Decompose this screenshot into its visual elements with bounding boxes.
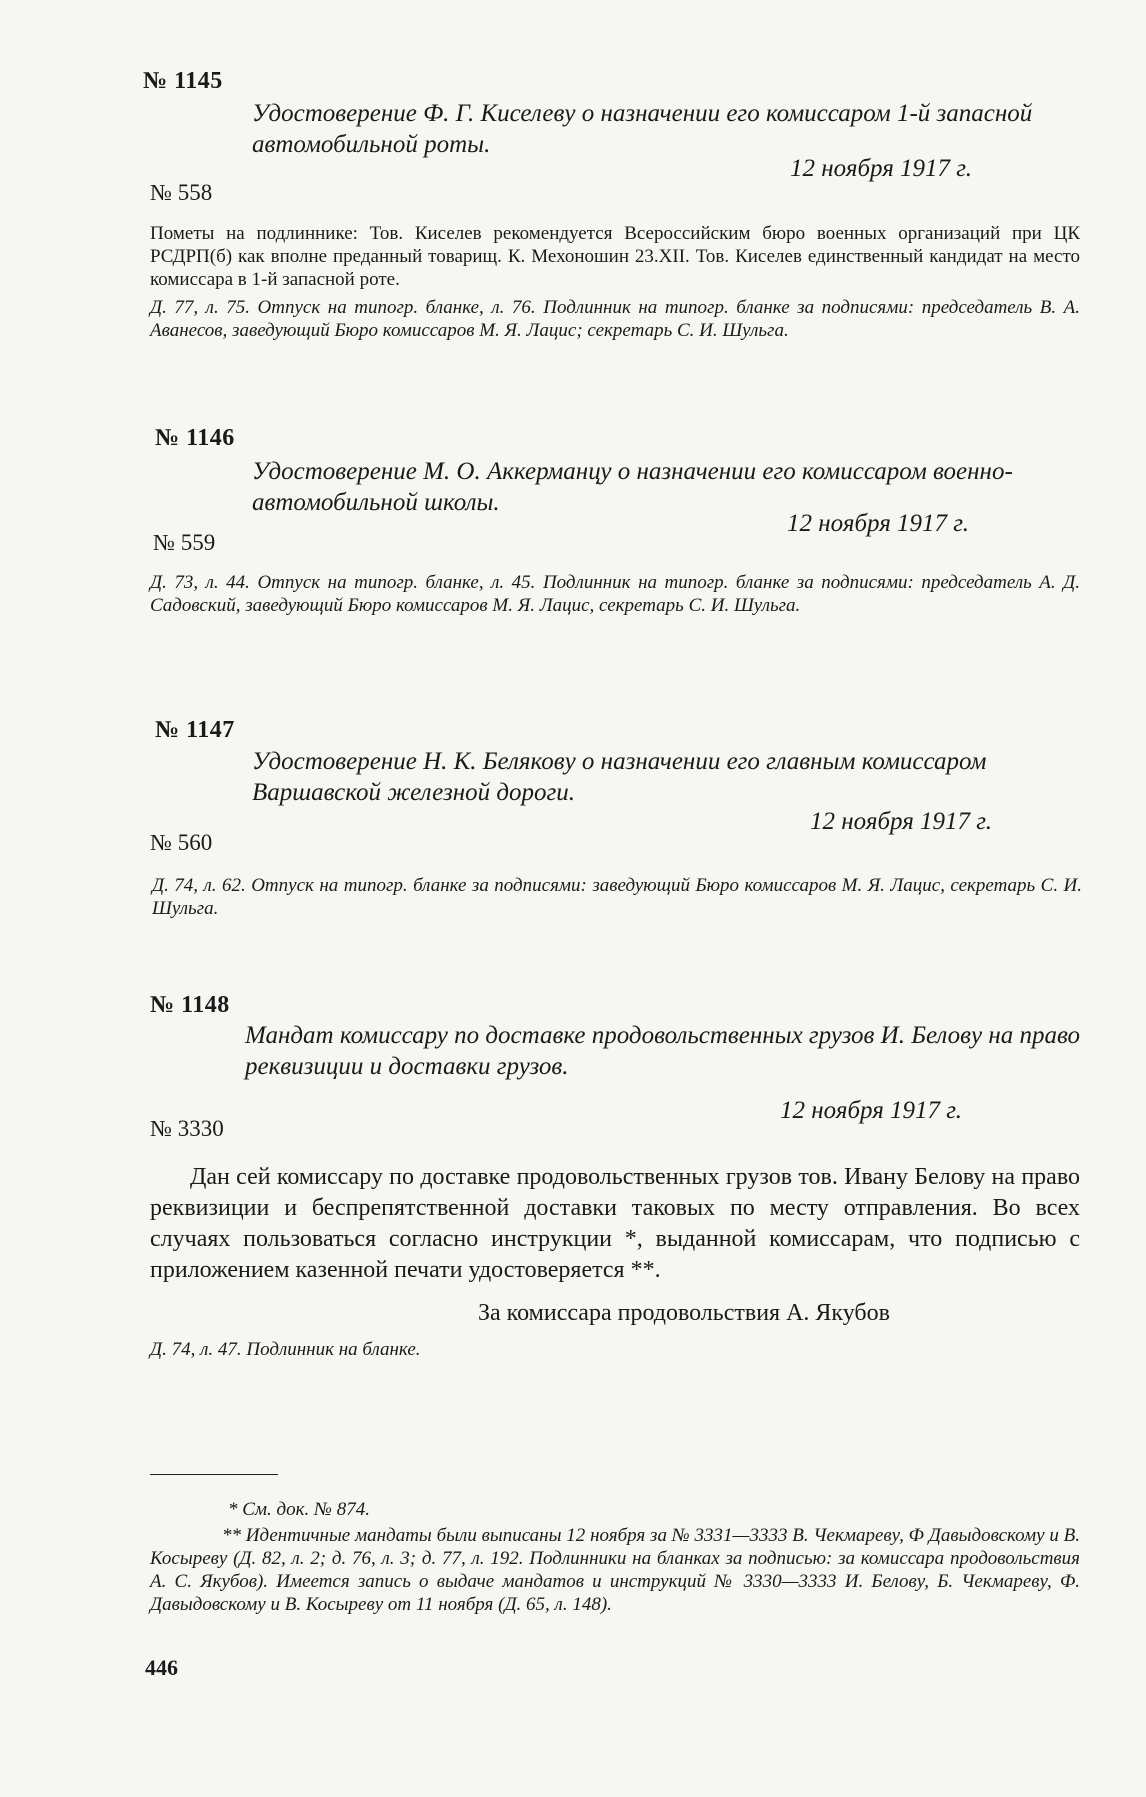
doc-archive: Д. 73, л. 44. Отпуск на типогр. бланке, л. 45. Подлинник на типогр. бланке за подписями: председатель А. Д. Садовский, заведующий Бюро комиссаров М. Я. Лацис, секретарь С. И. Шульга. (150, 572, 1080, 616)
footnote-2: ** Идентичные мандаты были выписаны 12 ноября за № 3331—3333 В. Чекмареву, Ф Давыдовскому и В. Косыреву (Д. 82, л. 2; д. 76, л. 3; д. 77, л. 192. Подлинники на бланках за подписью: за комиссара продовольствия А. С. Якубов). Имеется запись о выдаче мандатов и инструкций № 3330—3333 И. Белову, Б. Чекмареву, Ф. Давыдовскому и В. Косыреву от 11 ноября (Д. 65, л. 148). (150, 1525, 1080, 1615)
doc-number: № 1148 (150, 992, 230, 1018)
doc-subnumber: № 558 (150, 180, 213, 205)
doc-body: Дан сей комиссару по доставке продовольственных грузов тов. Ивану Белову на право реквизиции и беспрепятственной доставки таковых по месту отправления. Во всех случаях пользоваться согласно инструкции *, выданной комиссарам, что подписью с приложением казенной печати удостоверяется **. (150, 1164, 1080, 1283)
doc-date: 12 ноября 1917 г. (790, 155, 972, 182)
doc-title: Удостоверение Ф. Г. Киселеву о назначении его комиссаром 1-й запасной автомобильной роты. (252, 100, 1033, 158)
doc-archive: Д. 74, л. 47. Подлинник на бланке. (150, 1339, 421, 1360)
doc-date: 12 ноября 1917 г. (810, 808, 992, 835)
doc-date: 12 ноября 1917 г. (780, 1097, 962, 1124)
doc-archive: Д. 74, л. 62. Отпуск на типогр. бланке за подписями: заведующий Бюро комиссаров М. Я. Лацис, секретарь С. И. Шульга. (152, 875, 1082, 919)
doc-date: 12 ноября 1917 г. (787, 510, 969, 537)
footnote-rule (150, 1474, 278, 1475)
doc-number: № 1147 (155, 717, 235, 743)
doc-signature: За комиссара продовольствия А. Якубов (478, 1300, 890, 1326)
doc-number: № 1145 (143, 68, 223, 94)
doc-subnumber: № 559 (153, 530, 216, 555)
footnote-1: * См. док. № 874. (228, 1499, 370, 1520)
doc-title: Удостоверение М. О. Аккерманцу о назначении его комиссаром военно-автомобильной школы. (252, 458, 1013, 516)
doc-subnumber: № 560 (150, 830, 213, 855)
doc-archive: Д. 77, л. 75. Отпуск на типогр. бланке, л. 76. Подлинник на типогр. бланке за подписями: председатель В. А. Аванесов, заведующий Бюро комиссаров М. Я. Лацис; секретарь С. И. Шульга. (150, 297, 1080, 341)
doc-title: Удостоверение Н. К. Белякову о назначении его главным комиссаром Варшавской железной дороги. (252, 748, 987, 806)
doc-number: № 1146 (155, 425, 235, 451)
doc-subnumber: № 3330 (150, 1116, 224, 1141)
doc-title: Мандат комиссару по доставке продовольственных грузов И. Белову на право реквизиции и доставки грузов. (245, 1022, 1080, 1080)
doc-notes: Пометы на подлиннике: Тов. Киселев рекомендуется Всероссийским бюро военных организаций при ЦК РСДРП(б) как вполне преданный товарищ. К. Мехоношин 23.XII. Тов. Киселев единственный кандидат на место комиссара в 1-й запасной роте. (150, 223, 1080, 290)
page-number: 446 (145, 1655, 178, 1680)
